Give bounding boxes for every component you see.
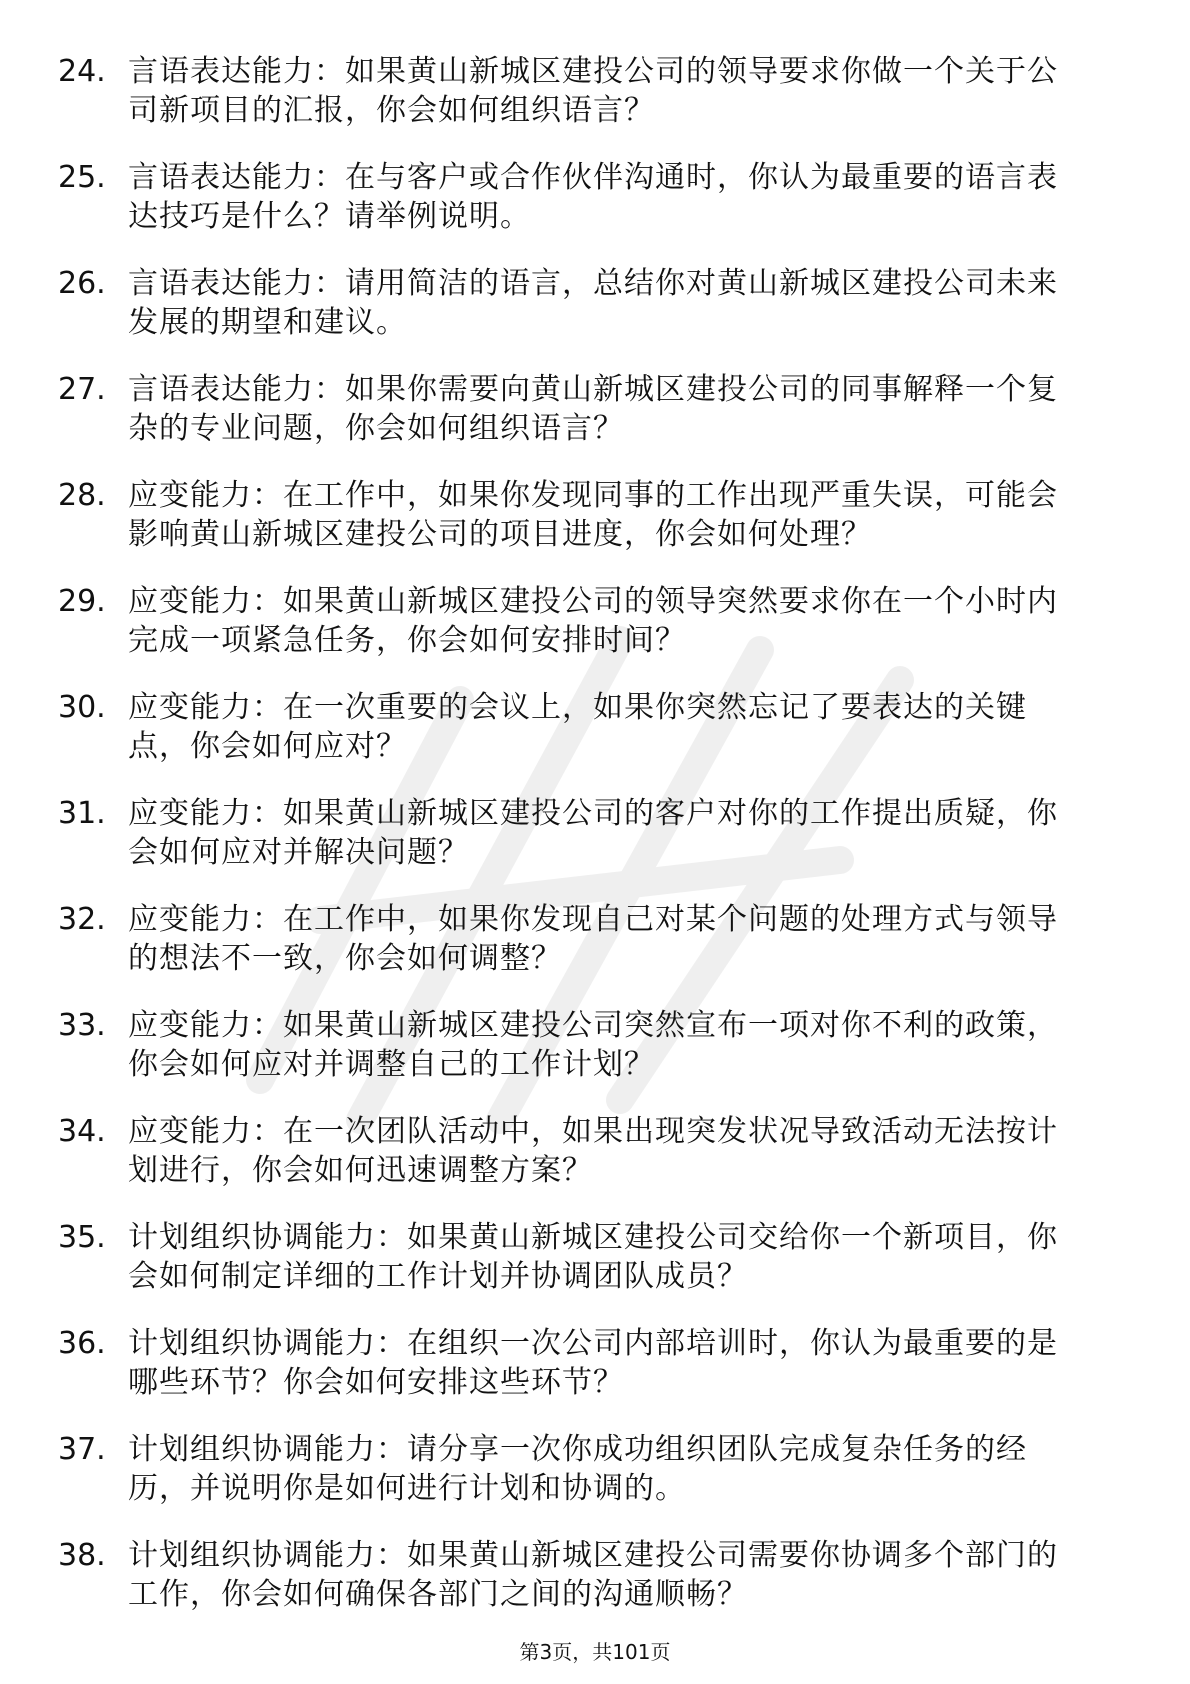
question-number: 24. — [58, 54, 106, 89]
question-text: 应变能力：如果黄山新城区建投公司的客户对你的工作提出质疑，你会如何应对并解决问题？ — [128, 796, 1058, 870]
question-item — [58, 264, 1118, 370]
question-number: 30. — [58, 690, 106, 725]
question-list — [58, 52, 1118, 1642]
question-item — [58, 1324, 1118, 1430]
question-item — [58, 476, 1118, 582]
question-number: 29. — [58, 584, 106, 619]
question-text: 应变能力：在工作中，如果你发现自己对某个问题的处理方式与领导的想法不一致，你会如何调整？ — [128, 902, 1058, 976]
question-item — [58, 52, 1118, 158]
question-text: 计划组织协调能力：如果黄山新城区建投公司交给你一个新项目，你会如何制定详细的工作计划并协调团队成员？ — [128, 1220, 1058, 1294]
question-item — [58, 1112, 1118, 1218]
question-item — [58, 688, 1118, 794]
question-number: 27. — [58, 372, 106, 407]
question-text: 言语表达能力：如果你需要向黄山新城区建投公司的同事解释一个复杂的专业问题，你会如何组织语言？ — [128, 372, 1058, 446]
question-number: 32. — [58, 902, 106, 937]
question-text: 言语表达能力：在与客户或合作伙伴沟通时，你认为最重要的语言表达技巧是什么？请举例说明。 — [128, 160, 1058, 234]
question-item — [58, 1218, 1118, 1324]
question-text: 计划组织协调能力：请分享一次你成功组织团队完成复杂任务的经历，并说明你是如何进行计划和协调的。 — [128, 1432, 1027, 1506]
question-item — [58, 1006, 1118, 1112]
question-item — [58, 900, 1118, 1006]
question-number: 35. — [58, 1220, 106, 1255]
question-number: 31. — [58, 796, 106, 831]
question-number: 37. — [58, 1432, 106, 1467]
question-item — [58, 582, 1118, 688]
question-item — [58, 794, 1118, 900]
question-item — [58, 1430, 1118, 1536]
question-text: 计划组织协调能力：如果黄山新城区建投公司需要你协调多个部门的工作，你会如何确保各部门之间的沟通顺畅？ — [128, 1538, 1058, 1612]
question-text: 言语表达能力：请用简洁的语言，总结你对黄山新城区建投公司未来发展的期望和建议。 — [128, 266, 1058, 340]
question-number: 36. — [58, 1326, 106, 1361]
question-text: 应变能力：如果黄山新城区建投公司的领导突然要求你在一个小时内完成一项紧急任务，你会如何安排时间？ — [128, 584, 1058, 658]
question-number: 33. — [58, 1008, 106, 1043]
question-item — [58, 1536, 1118, 1642]
page-number-footer: 第3页，共101页 — [519, 1640, 671, 1664]
question-text: 应变能力：在一次团队活动中，如果出现突发状况导致活动无法按计划进行，你会如何迅速调整方案？ — [128, 1114, 1058, 1188]
question-number: 25. — [58, 160, 106, 195]
question-item — [58, 370, 1118, 476]
question-text: 应变能力：在工作中，如果你发现同事的工作出现严重失误，可能会影响黄山新城区建投公司的项目进度，你会如何处理？ — [128, 478, 1058, 552]
question-text: 计划组织协调能力：在组织一次公司内部培训时，你认为最重要的是哪些环节？你会如何安排这些环节？ — [128, 1326, 1058, 1400]
question-number: 34. — [58, 1114, 106, 1149]
question-number: 38. — [58, 1538, 106, 1573]
question-text: 言语表达能力：如果黄山新城区建投公司的领导要求你做一个关于公司新项目的汇报，你会如何组织语言？ — [128, 54, 1058, 128]
question-item — [58, 158, 1118, 264]
question-number: 26. — [58, 266, 106, 301]
question-text: 应变能力：如果黄山新城区建投公司突然宣布一项对你不利的政策，你会如何应对并调整自己的工作计划？ — [128, 1008, 1058, 1082]
question-text: 应变能力：在一次重要的会议上，如果你突然忘记了要表达的关键点，你会如何应对？ — [128, 690, 1027, 764]
question-number: 28. — [58, 478, 106, 513]
